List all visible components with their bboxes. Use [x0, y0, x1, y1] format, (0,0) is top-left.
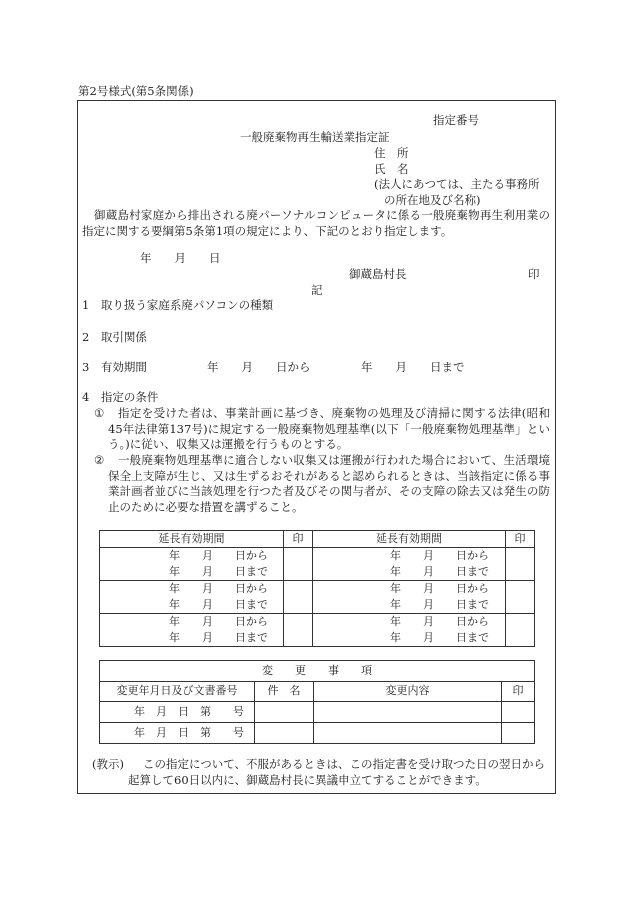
extension-period-cell — [100, 548, 284, 581]
issuer-name: 御蔵島村長 — [349, 267, 407, 281]
extension-period-cell — [313, 581, 506, 614]
extension-from: 年 月 日から — [390, 614, 489, 628]
extension-seal-cell — [284, 548, 313, 581]
change-table — [99, 660, 535, 744]
extension-seal-header-left: 印 — [284, 531, 313, 548]
extension-period-cell — [100, 614, 284, 647]
extension-from: 年 月 日から — [390, 581, 489, 595]
condition-2: 一般廃棄物処理基準に適合しない収集又は運搬が行われた場合において、生活環境保全上支障が生じ、又は生ずるおそれがあると認められるときは、当該指定に係る事業計画者並びに当該処理を行つた者及びその関与者が、その支障の除去又は発生の防止のために必要な措置を講ずること。 — [108, 453, 550, 514]
item-3-to: 年 月 日まで — [361, 360, 465, 374]
extension-period-header-left: 延長有効期間 — [100, 531, 284, 548]
extension-seal-cell — [506, 548, 535, 581]
change-seal-cell — [502, 723, 535, 744]
change-item-cell — [255, 702, 314, 723]
notice-line2: 起算して60日以内に、御蔵島村長に異議申立てすることができます。 — [128, 773, 487, 787]
extension-seal-cell — [506, 614, 535, 647]
change-content-header: 変更内容 — [314, 682, 502, 702]
extension-from: 年 月 日から — [169, 614, 268, 628]
extension-table — [99, 530, 535, 647]
body-text: 御蔵島村家庭から排出される廃パーソナルコンピュータに係る一般廃棄物再生利用業の指定に関する要綱第5条第1項の規定により、下記のとおり指定します。 — [82, 208, 550, 238]
extension-from: 年 月 日から — [390, 548, 489, 562]
change-date-cell: 年 月 日 第 号 — [100, 723, 255, 744]
ki-label: 記 — [311, 283, 323, 297]
item-3-label: 3 有効期間 — [82, 360, 147, 374]
extension-to: 年 月 日まで — [390, 564, 489, 578]
extension-seal-cell — [506, 581, 535, 614]
change-content-cell — [314, 723, 502, 744]
extension-to: 年 月 日まで — [390, 597, 489, 611]
issue-date: 年 月 日 — [140, 251, 221, 265]
extension-seal-cell — [284, 581, 313, 614]
designation-number-label: 指定番号 — [433, 113, 479, 127]
change-seal-header: 印 — [502, 682, 535, 702]
item-3-from: 年 月 日から — [207, 360, 311, 374]
issuer-seal: 印 — [528, 267, 540, 281]
name-note-line2: の所在地及び名称) — [384, 193, 481, 207]
extension-seal-cell — [284, 614, 313, 647]
change-item-header: 件 名 — [255, 682, 314, 702]
extension-to: 年 月 日まで — [169, 630, 268, 644]
extension-from: 年 月 日から — [169, 581, 268, 595]
change-seal-cell — [502, 702, 535, 723]
extension-period-cell — [313, 548, 506, 581]
change-table-title: 変 更 事 項 — [100, 661, 535, 682]
extension-to: 年 月 日まで — [169, 597, 268, 611]
change-item-cell — [255, 723, 314, 744]
extension-from: 年 月 日から — [169, 548, 268, 562]
address-label: 住 所 — [374, 146, 409, 160]
extension-seal-header-right: 印 — [506, 531, 535, 548]
item-2: 2 取引関係 — [82, 330, 147, 344]
item-4: 4 指定の条件 — [82, 390, 159, 404]
condition-1-mark: ① — [94, 406, 105, 420]
name-label: 氏 名 — [374, 162, 409, 176]
notice-label: (教示) — [92, 757, 124, 771]
condition-2-mark: ② — [94, 453, 105, 467]
extension-period-cell — [100, 581, 284, 614]
extension-period-header-right: 延長有効期間 — [313, 531, 506, 548]
change-date-cell: 年 月 日 第 号 — [100, 702, 255, 723]
certificate-title: 一般廃棄物再生輸送業指定証 — [240, 130, 390, 144]
extension-to: 年 月 日まで — [169, 564, 268, 578]
condition-1: 指定を受けた者は、事業計画に基づき、廃棄物の処理及び清掃に関する法律(昭和45年法律第137号)に規定する一般廃棄物処理基準(以下「一般廃棄物処理基準」という。)に従い、収集又は運搬を行うものとする。 — [108, 406, 550, 452]
notice-line1: この指定について、不服があるときは、この指定書を受け取つた日の翌日から — [143, 757, 546, 771]
change-date-header: 変更年月日及び文書番号 — [100, 682, 255, 702]
extension-period-cell — [313, 614, 506, 647]
extension-to: 年 月 日まで — [390, 630, 489, 644]
name-note-line1: (法人にあつては、主たる事務所 — [374, 177, 540, 191]
item-1: 1 取り扱う家庭系廃パソコンの種類 — [82, 298, 274, 312]
form-label: 第2号様式(第5条関係) — [78, 84, 194, 98]
change-content-cell — [314, 702, 502, 723]
